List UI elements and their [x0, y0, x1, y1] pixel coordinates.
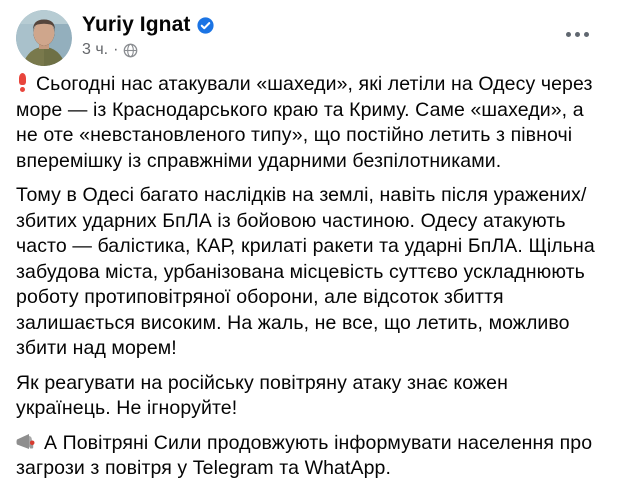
post-header-info — [82, 10, 214, 59]
paragraph — [16, 183, 602, 362]
author-avatar[interactable] — [16, 10, 72, 66]
more-options-button[interactable] — [558, 24, 597, 45]
paragraph-text: Як реагувати на російську повітряну атаку знає кожен українець. Не ігноруйте! — [16, 371, 508, 419]
post-header — [16, 10, 601, 66]
red-exclamation-icon — [18, 73, 28, 92]
public-globe-icon — [123, 43, 138, 58]
timestamp[interactable]: 3 ч. — [82, 41, 109, 58]
post-meta-row — [82, 41, 214, 59]
paragraph-text: Сьогодні нас атакували «шахеди», які летіли на Одесу через море — із Краснодарського краю та Криму. Саме «шахеди», а не оте «невстановленого типу», що постійно летить з півночі вперемішку із справжніми ударними безпілотниками. — [16, 73, 593, 172]
more-options-icon — [584, 32, 589, 37]
verified-badge-icon — [197, 17, 214, 34]
meta-separator: · — [113, 41, 119, 58]
author-name[interactable]: Yuriy Ignat — [82, 13, 191, 36]
paragraph — [16, 431, 602, 482]
author-name-row — [82, 13, 214, 37]
more-options-icon — [575, 32, 580, 37]
paragraph-text: Тому в Одесі багато наслідків на землі, навіть після уражених/збитих ударних БпЛА із бойовою частиною. Одесу атакують часто — балістика, КАР, крилаті ракети та ударні БпЛА. Щільна забудова міста, урбанізована місцевість суттєво ускладнюють роботу протиповітряної оборони, але відсоток збиття залишається високим. На жаль, не все, що летить, можливо збити над морем! — [16, 184, 595, 359]
paragraph — [16, 371, 602, 422]
megaphone-icon — [16, 433, 38, 452]
post-content — [16, 72, 602, 482]
more-options-icon — [566, 32, 571, 37]
paragraph — [16, 72, 602, 174]
paragraph-text: А Повітряні Сили продовжують інформувати населення про загрози з повітря у Telegram та WhatApp. — [16, 431, 593, 479]
avatar-image — [16, 10, 72, 66]
